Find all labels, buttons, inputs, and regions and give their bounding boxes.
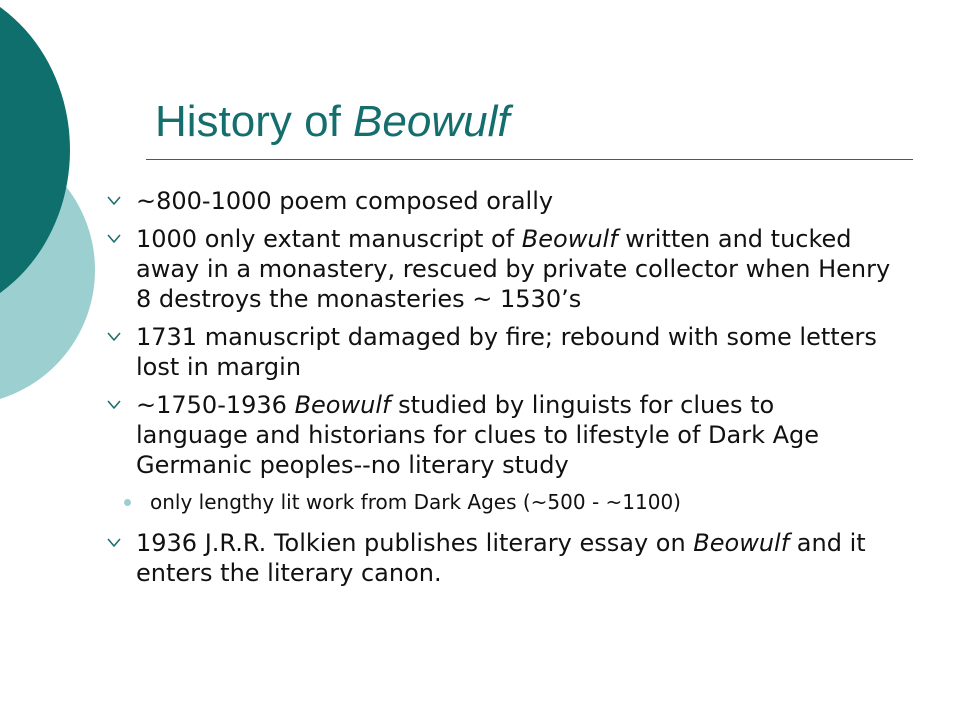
bullet-text — [136, 187, 553, 215]
bullet-text-italic: Beowulf — [294, 391, 391, 419]
bullet-item — [102, 528, 892, 588]
bullet-text-segment: ~1750-1936 — [136, 391, 295, 419]
dot-icon — [124, 499, 131, 506]
bullet-text-segment: studied by linguists for clues to language and historians for clues to lifestyle of Dark Age Germanic peoples--no literary study — [136, 391, 820, 479]
bullet-text — [136, 529, 866, 587]
bullet-text — [136, 323, 877, 381]
bullet-text-italic: Beowulf — [693, 529, 790, 557]
bullet-text — [136, 225, 890, 313]
bullet-text-segment: written and tucked away in a monastery, rescued by private collector when Henry 8 destroys the monasteries ~ 1530’s — [136, 225, 891, 313]
title-prefix: History of — [155, 97, 354, 146]
bullet-text-segment: and it enters the literary canon. — [136, 529, 866, 587]
bullet-text-italic: Beowulf — [521, 225, 618, 253]
bullet-item — [102, 322, 892, 382]
chevron-down-icon — [102, 224, 126, 254]
chevron-down-icon — [102, 186, 126, 216]
sub-bullet-text: only lengthy lit work from Dark Ages (~500 - ~1100) — [150, 490, 681, 514]
sub-bullet-item — [102, 488, 892, 516]
chevron-down-icon — [102, 390, 126, 420]
bullet-list — [102, 186, 892, 596]
chevron-down-icon — [102, 528, 126, 558]
bullet-text — [136, 391, 819, 479]
bullet-text-segment: 1936 J.R.R. Tolkien publishes literary essay on — [136, 529, 694, 557]
bullet-text-segment: 1000 only extant manuscript of — [136, 225, 522, 253]
slide-title — [155, 96, 510, 148]
bullet-text-segment: 1731 manuscript damaged by fire; rebound with some letters lost in margin — [136, 323, 877, 381]
title-italic: Beowulf — [353, 97, 510, 146]
bullet-item — [102, 224, 892, 314]
bullet-text-segment: ~800-1000 poem composed orally — [136, 187, 554, 215]
bullet-item — [102, 186, 892, 216]
title-divider — [146, 159, 913, 160]
bullet-item — [102, 390, 892, 480]
chevron-down-icon — [102, 322, 126, 352]
